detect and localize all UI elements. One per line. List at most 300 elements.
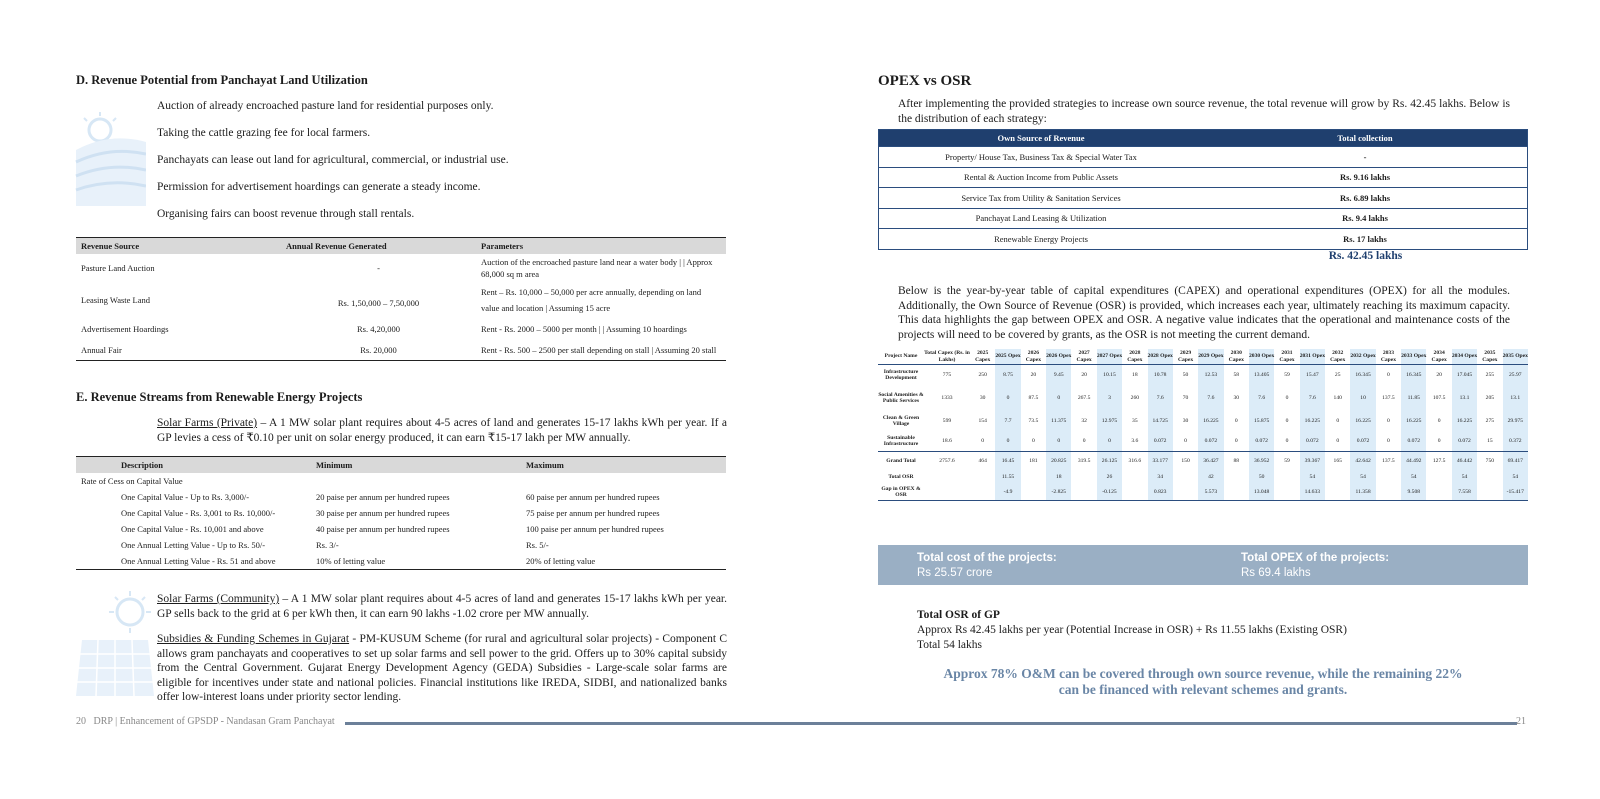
total-cost-value: Rs 25.57 crore xyxy=(917,567,993,579)
list-item: Auction of already encroached pasture land for residential purposes only. xyxy=(157,100,494,112)
column-header: 2030 Opex xyxy=(1249,349,1274,365)
table-cell: 11.55 xyxy=(995,470,1020,484)
table-cell: 0 xyxy=(1285,437,1289,444)
table-cell: 316.6 xyxy=(1122,452,1147,471)
table-cell: 255 xyxy=(1485,371,1495,378)
table-cell xyxy=(970,470,995,484)
table-cell: 10.78 xyxy=(1148,365,1173,386)
table-cell: Rental & Auction Income from Public Assets xyxy=(879,167,1204,188)
table-cell xyxy=(1274,470,1299,484)
table-cell: 46.442 xyxy=(1452,452,1477,471)
column-header: 2026 Opex xyxy=(1046,349,1071,365)
table-cell: 20 paise per annum per hundred rupees xyxy=(316,492,450,502)
section-e-title: E. Revenue Streams from Renewable Energy Projects xyxy=(76,390,363,404)
table-cell: 0 xyxy=(1437,437,1441,444)
table-cell: 18 xyxy=(1046,470,1071,484)
cess-rate-table xyxy=(76,456,726,570)
table-cell xyxy=(1325,484,1350,501)
table-cell: 40 paise per annum per hundred rupees xyxy=(316,524,450,534)
column-header: 2029 Capex xyxy=(1173,349,1198,365)
table-cell: 7.7 xyxy=(995,411,1020,431)
table-row xyxy=(878,484,1528,501)
table-row xyxy=(878,470,1528,484)
table-cell: 10% of letting value xyxy=(311,553,521,570)
table-cell: 0 xyxy=(1046,385,1071,411)
table-cell: Panchayat Land Leasing & Utilization xyxy=(879,208,1204,229)
table-cell xyxy=(1325,470,1350,484)
table-cell: 250 xyxy=(978,371,987,378)
column-header: 2026 Capex xyxy=(1021,349,1046,365)
table-cell: 3.6 xyxy=(1131,437,1139,444)
table-cell: 0.072 xyxy=(1148,431,1173,452)
table-row xyxy=(879,229,1528,250)
table-cell: 0.072 xyxy=(1452,431,1477,452)
table-cell: 0 xyxy=(1184,437,1187,444)
list-item: Organising fairs can boost revenue through stall rentals. xyxy=(157,208,415,220)
table-cell: 107.5 xyxy=(1432,394,1446,401)
column-header: Parameters xyxy=(476,238,726,255)
cost-summary-banner xyxy=(878,545,1528,585)
osr-total: Rs. 42.45 lakhs xyxy=(1328,250,1403,262)
column-header: 2035 Capex xyxy=(1477,349,1502,365)
column-header: Own Source of Revenue xyxy=(879,130,1204,147)
table-cell: 18 xyxy=(1132,371,1138,378)
table-cell: One Annual Letting Value - Up to Rs. 50/- xyxy=(121,540,266,550)
list-item: Taking the cattle grazing fee for local farmers. xyxy=(157,127,371,139)
table-cell: 20% of letting value xyxy=(521,553,726,570)
table-cell xyxy=(1426,470,1451,484)
table-cell: 0 xyxy=(1285,417,1289,424)
table-cell xyxy=(1376,470,1401,484)
table-cell: Rs. 5/- xyxy=(526,540,549,550)
table-cell: 50 xyxy=(1249,470,1274,484)
table-cell: 205 xyxy=(1485,394,1495,401)
table-cell: Service Tax from Utility & Sanitation Services xyxy=(879,188,1204,209)
table-cell: 0 xyxy=(1032,437,1035,444)
table-cell: 42.642 xyxy=(1350,452,1375,471)
table-cell: 26.125 xyxy=(1097,452,1122,471)
table-cell: 0.823 xyxy=(1148,484,1173,501)
table-row xyxy=(878,385,1528,411)
table-cell: 260 xyxy=(1130,394,1140,401)
solar-community-paragraph xyxy=(157,592,727,621)
table-cell: 0.072 xyxy=(1401,431,1426,452)
table-cell: One Capital Value - Up to Rs. 3,000/- xyxy=(121,492,250,502)
land-revenue-table xyxy=(76,237,726,361)
table-cell xyxy=(1376,484,1401,501)
table-cell: 0 xyxy=(1437,417,1441,424)
column-header: Minimum xyxy=(311,457,521,474)
table-cell: Pasture Land Auction xyxy=(81,263,155,273)
table-cell: 275 xyxy=(1485,417,1495,424)
column-header: 2031 Capex xyxy=(1274,349,1299,365)
table-cell: Rent - Rs. 500 – 2500 per stall depending on stall | Assuming 20 stall xyxy=(476,340,726,361)
capex-intro-paragraph: Below is the year-by-year table of capital expenditures (CAPEX) and operational expenditures (OPEX) for all the modules. Additionally, the Own Source of Revenue (OSR) is provided, which increases each year, ultimately reaching its maximum capacity. This data highlights the gap between OPEX and OSR. A negative value indicates that the operational and maintenance costs of the projects will need to be covered by grants, as the OSR is not meeting the current demand. xyxy=(898,285,1510,341)
table-cell: - xyxy=(377,263,380,273)
table-cell: Rs. 17 lakhs xyxy=(1203,229,1528,250)
table-cell: 30 xyxy=(979,394,986,401)
column-header: 2030 Capex xyxy=(1224,349,1249,365)
paragraph-text: – A 1 MW solar plant requires about 4-5 acres of land and generates 15-17 lakhs kWh per year. GP sells back to the grid at 6 per kWh then, it can earn 90 lakhs -1.02 crore per MW annually. xyxy=(157,593,727,620)
table-cell: 16.45 xyxy=(995,452,1020,471)
d-bullet-list xyxy=(157,100,717,220)
table-cell: 30 xyxy=(1233,394,1240,401)
solar-private-link[interactable]: Solar Farms (Private) xyxy=(157,417,258,429)
table-cell: Sustainable Infrastructure xyxy=(883,434,919,447)
total-opex-value: Rs 69.4 lakhs xyxy=(1241,567,1311,579)
table-cell: 17.045 xyxy=(1452,365,1477,386)
table-cell: 0 xyxy=(1234,417,1238,424)
table-cell: 87.5 xyxy=(1028,394,1039,401)
table-cell: 319.5 xyxy=(1071,452,1096,471)
table-cell: 16.225 xyxy=(1198,411,1223,431)
table-cell: 14.725 xyxy=(1148,411,1173,431)
column-header: Project Name xyxy=(878,349,924,365)
solar-panel-icon xyxy=(74,588,156,700)
table-cell: 16.225 xyxy=(1300,411,1325,431)
table-cell: 25.97 xyxy=(1503,365,1528,386)
table-cell: 30 xyxy=(1182,417,1189,424)
table-row xyxy=(878,431,1528,452)
table-cell: Rs. 9.4 lakhs xyxy=(1203,208,1528,229)
table-cell: 44.492 xyxy=(1401,452,1426,471)
table-row xyxy=(76,282,726,318)
table-cell: Grand Total xyxy=(878,452,924,471)
table-cell: 15 xyxy=(1487,437,1493,444)
table-cell: 0 xyxy=(1336,437,1340,444)
table-cell: 50 xyxy=(1182,371,1189,378)
table-cell xyxy=(1173,484,1198,501)
table-cell: Social Amenities & Public Services xyxy=(878,391,924,404)
table-cell: 7.6 xyxy=(1249,385,1274,411)
table-cell: 0 xyxy=(1387,437,1390,444)
table-cell: Rs. 1,50,000 – 7,50,000 xyxy=(337,298,420,308)
table-cell xyxy=(1426,484,1451,501)
table-cell: 0 xyxy=(1336,417,1340,424)
osr-summary-line: Approx Rs 42.45 lakhs per year (Potential Increase in OSR) + Rs 11.55 lakhs (Existing OSR) xyxy=(917,624,1347,636)
table-cell: Auction of the encroached pasture land near a water body | | Approx 68,000 sq m area xyxy=(481,257,713,279)
table-cell: 16.345 xyxy=(1350,365,1375,386)
table-row xyxy=(879,167,1528,188)
column-header: 2025 Opex xyxy=(995,349,1020,365)
table-cell: Rs. 9.16 lakhs xyxy=(1203,167,1528,188)
column-header: 2025 Capex xyxy=(970,349,995,365)
table-row xyxy=(76,553,726,570)
table-cell: 11.358 xyxy=(1350,484,1375,501)
table-cell: 750 xyxy=(1477,452,1502,471)
column-header: 2033 Opex xyxy=(1401,349,1426,365)
paragraph-text: – A 1 MW solar plant requires about 4-5 acres of land and generates 15-17 lakhs kWh per year. If a GP levies a cess of ₹0.10 per unit on solar energy produced, it can earn ₹15-17 lakh per MW annually. xyxy=(157,417,727,444)
column-header: Maximum xyxy=(521,457,726,474)
table-cell: Rs. 4,20,000 xyxy=(357,324,400,334)
table-row xyxy=(878,452,1528,471)
table-cell: 29.975 xyxy=(1503,411,1528,431)
table-cell xyxy=(1477,470,1502,484)
column-header: 2031 Opex xyxy=(1300,349,1325,365)
table-cell: 88 xyxy=(1224,452,1249,471)
column-header: 2028 Capex xyxy=(1122,349,1147,365)
table-cell: 0 xyxy=(1046,431,1071,452)
column-header: 2029 Opex xyxy=(1198,349,1223,365)
table-cell xyxy=(1122,470,1147,484)
section-d-title: D. Revenue Potential from Panchayat Land Utilization xyxy=(76,73,368,87)
table-cell: 137.5 xyxy=(1382,394,1395,401)
table-cell: 2757.6 xyxy=(924,452,970,471)
table-cell: 0 xyxy=(995,431,1020,452)
footer-text: DRP | Enhancement of GPSDP - Nandasan Gram Panchayat xyxy=(93,716,335,727)
table-cell: 34 xyxy=(1148,470,1173,484)
table-cell: Leasing Waste Land xyxy=(81,295,151,305)
table-cell: 0 xyxy=(1097,431,1122,452)
table-cell: 599 xyxy=(942,417,952,424)
table-cell: One Capital Value - Rs. 3,001 to Rs. 10,000/- xyxy=(121,508,276,518)
osr-summary-title: Total OSR of GP xyxy=(917,609,1000,621)
table-cell xyxy=(1224,484,1249,501)
table-cell xyxy=(1477,484,1502,501)
table-cell: 0.072 xyxy=(1350,431,1375,452)
table-row xyxy=(76,489,726,505)
table-cell: 59 xyxy=(1284,371,1290,378)
table-cell: 13.405 xyxy=(1249,365,1274,386)
page-title: OPEX vs OSR xyxy=(878,73,972,89)
table-cell xyxy=(1021,470,1046,484)
table-cell: 54 xyxy=(1350,470,1375,484)
table-cell: 775 xyxy=(942,371,952,378)
table-group-label: Rate of Cess on Capital Value xyxy=(81,476,183,486)
paragraph-text: - PM-KUSUM Scheme (for rural and agricultural solar projects) - Component C allows gram panchayats and cooperatives to set up solar farms and sell power to the grid. Offers up to 30% capital subsidy from the Central Government. Gujarat Energy Development Agency (GEDA) Subsidies - Large-scale solar farms are eligible for incentives under state and national policies. Financial institutions like IREDA, SIDBI, and nationalized banks offer low-interest loans under priority sector lending. xyxy=(157,633,727,703)
table-cell: 70 xyxy=(1182,394,1189,401)
table-cell: Gap in OPEX & OSR xyxy=(878,484,924,501)
table-cell: Infrastructure Development xyxy=(883,368,919,381)
table-cell: 25 xyxy=(1334,371,1341,378)
column-header: Total Capex (Rs. in Lakhs) xyxy=(924,350,970,363)
solar-community-link[interactable]: Solar Farms (Community) xyxy=(157,593,280,605)
table-row xyxy=(76,473,726,489)
table-cell: 0 xyxy=(1082,437,1086,444)
table-cell xyxy=(1173,470,1198,484)
table-cell: 15.875 xyxy=(1249,411,1274,431)
table-cell: 0.372 xyxy=(1503,431,1528,452)
table-cell: -2.825 xyxy=(1046,484,1071,501)
list-item: Panchayats can lease out land for agricultural, commercial, or industrial use. xyxy=(157,154,509,166)
conclusion-text xyxy=(878,666,1528,698)
column-header: 2027 Capex xyxy=(1071,349,1096,365)
table-cell: 35 xyxy=(1132,417,1138,424)
table-cell: 10 xyxy=(1350,385,1375,411)
table-cell: -4.9 xyxy=(995,484,1020,501)
table-cell: Rs. 6.89 lakhs xyxy=(1203,188,1528,209)
table-cell: 10.15 xyxy=(1097,365,1122,386)
column-header: 2028 Opex xyxy=(1148,349,1173,365)
table-cell: 54 xyxy=(1503,470,1528,484)
table-cell xyxy=(924,470,970,484)
table-cell xyxy=(1224,470,1249,484)
osr-summary-line: Total 54 lakhs xyxy=(917,639,982,651)
table-cell: Rent – Rs. 10,000 – 50,000 per acre annually, depending on land value and location | Assuming 15 acre xyxy=(481,287,702,313)
table-cell: 0 xyxy=(1234,437,1238,444)
table-cell xyxy=(924,484,970,501)
table-cell: 127.5 xyxy=(1426,452,1451,471)
table-cell: 7.6 xyxy=(1300,385,1325,411)
table-cell: 9.508 xyxy=(1401,484,1426,501)
table-cell: 54 xyxy=(1452,470,1477,484)
table-cell: 75 paise per annum per hundred rupees xyxy=(526,508,660,518)
table-cell: 11.375 xyxy=(1046,411,1071,431)
table-cell: 8.75 xyxy=(995,365,1020,386)
subsidy-paragraph xyxy=(157,632,727,705)
footer-left xyxy=(76,716,335,727)
table-cell: - xyxy=(1203,147,1528,168)
table-cell: 20 xyxy=(1081,371,1087,378)
table-cell: 69.417 xyxy=(1503,452,1528,471)
column-header: 2034 Opex xyxy=(1452,349,1477,365)
table-cell: 137.5 xyxy=(1376,452,1401,471)
capex-opex-table xyxy=(878,349,1528,501)
column-header: Annual Revenue Generated xyxy=(281,238,476,255)
table-cell: 5.573 xyxy=(1198,484,1223,501)
table-cell: 267.5 xyxy=(1077,394,1091,401)
table-cell: 42 xyxy=(1198,470,1223,484)
table-cell xyxy=(970,484,995,501)
table-cell: 7.6 xyxy=(1198,385,1223,411)
footer-rule xyxy=(345,722,1517,725)
table-cell xyxy=(1071,470,1096,484)
column-header: 2027 Opex xyxy=(1097,349,1122,365)
table-cell: -0.125 xyxy=(1097,484,1122,501)
table-row xyxy=(879,188,1528,209)
column-header: 2032 Opex xyxy=(1350,349,1375,365)
table-cell xyxy=(1071,484,1096,501)
table-cell: 7.558 xyxy=(1452,484,1477,501)
table-cell: 3 xyxy=(1097,385,1122,411)
table-cell: 26 xyxy=(1097,470,1122,484)
table-cell: 13.1 xyxy=(1503,385,1528,411)
table-cell: 54 xyxy=(1300,470,1325,484)
conclusion-line: can be financed with relevant schemes and grants. xyxy=(1058,682,1348,697)
table-cell: 39.367 xyxy=(1300,452,1325,471)
table-cell: Advertisement Hoardings xyxy=(81,324,169,334)
table-cell: 7.6 xyxy=(1148,385,1173,411)
table-cell: 16.225 xyxy=(1401,411,1426,431)
table-cell: Clean & Green Village xyxy=(882,414,920,427)
table-cell xyxy=(1274,484,1299,501)
page-number: 20 xyxy=(76,716,86,727)
table-cell: 16.225 xyxy=(1350,411,1375,431)
table-cell: 73.5 xyxy=(1028,417,1039,424)
table-cell: 154 xyxy=(978,417,987,424)
list-item: Permission for advertisement hoardings can generate a steady income. xyxy=(157,181,481,193)
table-row xyxy=(878,411,1528,431)
osr-intro-paragraph: After implementing the provided strategies to increase own source revenue, the total revenue will grow by Rs. 42.45 lakhs. Below is the distribution of each strategy: xyxy=(898,98,1510,125)
table-row xyxy=(76,537,726,553)
table-cell: 33.177 xyxy=(1148,452,1173,471)
table-row xyxy=(879,208,1528,229)
table-cell: 1333 xyxy=(941,394,953,401)
table-cell: 0 xyxy=(1387,371,1390,378)
table-cell: 18.6 xyxy=(942,437,952,444)
table-cell: 20 xyxy=(1030,371,1037,378)
table-cell: Total OSR xyxy=(888,473,914,480)
table-cell: 0 xyxy=(1285,394,1289,401)
table-cell: 58 xyxy=(1233,371,1240,378)
table-cell: 165 xyxy=(1325,452,1350,471)
table-row xyxy=(76,254,726,282)
column-header: 2034 Capex xyxy=(1426,349,1451,365)
table-cell: One Annual Letting Value - Rs. 51 and above xyxy=(76,553,311,570)
table-cell: 16.225 xyxy=(1452,411,1477,431)
table-row xyxy=(76,521,726,537)
table-cell: 36.427 xyxy=(1198,452,1223,471)
table-cell: 14.633 xyxy=(1300,484,1325,501)
table-cell: 16.345 xyxy=(1401,365,1426,386)
table-cell: 0.072 xyxy=(1249,431,1274,452)
table-cell: 0.072 xyxy=(1300,431,1325,452)
table-cell: 0 xyxy=(981,437,985,444)
table-cell: 0 xyxy=(995,385,1020,411)
table-cell: Annual Fair xyxy=(76,340,281,361)
osr-table xyxy=(878,129,1528,250)
table-cell: Property/ House Tax, Business Tax & Special Water Tax xyxy=(879,147,1204,168)
table-cell: 20.825 xyxy=(1046,452,1071,471)
table-row xyxy=(76,505,726,521)
column-header: Description xyxy=(76,457,311,474)
table-cell: 30 paise per annum per hundred rupees xyxy=(316,508,450,518)
table-cell: 150 xyxy=(1173,452,1198,471)
table-row xyxy=(76,318,726,340)
table-cell: 12.975 xyxy=(1097,411,1122,431)
subsidy-link[interactable]: Subsidies & Funding Schemes in Gujarat xyxy=(157,633,350,645)
column-header: Total collection xyxy=(1203,130,1528,147)
table-cell: 15.47 xyxy=(1300,365,1325,386)
table-row xyxy=(879,147,1528,168)
table-cell: 59 xyxy=(1274,452,1299,471)
table-cell: 0.072 xyxy=(1198,431,1223,452)
table-cell: 13.048 xyxy=(1249,484,1274,501)
land-field-icon xyxy=(74,110,146,210)
table-cell: 32 xyxy=(1081,417,1087,424)
column-header: 2033 Capex xyxy=(1376,349,1401,365)
table-cell: One Capital Value - Rs. 10,001 and above xyxy=(121,524,264,534)
table-row xyxy=(76,340,726,361)
table-cell: 0 xyxy=(1387,417,1390,424)
table-cell: 464 xyxy=(970,452,995,471)
table-cell: Rs. 20,000 xyxy=(281,340,476,361)
table-cell: 140 xyxy=(1333,394,1342,401)
table-cell: 13.1 xyxy=(1452,385,1477,411)
table-row xyxy=(878,365,1528,386)
total-opex-label: Total OPEX of the projects: xyxy=(1241,552,1390,564)
conclusion-line: Approx 78% O&M can be covered through own source revenue, while the remaining 22% xyxy=(943,666,1463,681)
table-cell: 20 xyxy=(1436,371,1442,378)
column-header: 2035 Opex xyxy=(1503,349,1528,365)
table-cell: 60 paise per annum per hundred rupees xyxy=(526,492,660,502)
table-cell: 12.53 xyxy=(1198,365,1223,386)
table-cell: 11.85 xyxy=(1401,385,1426,411)
table-cell: 181 xyxy=(1021,452,1046,471)
table-cell: Renewable Energy Projects xyxy=(879,229,1204,250)
table-cell: 100 paise per annum per hundred rupees xyxy=(526,524,664,534)
table-cell: Rs. 3/- xyxy=(316,540,339,550)
table-cell xyxy=(1021,484,1046,501)
table-cell: 36.952 xyxy=(1249,452,1274,471)
column-header: Revenue Source xyxy=(76,238,281,255)
table-cell: 9.45 xyxy=(1046,365,1071,386)
total-cost-label: Total cost of the projects: xyxy=(917,552,1057,564)
table-cell: Rent - Rs. 2000 – 5000 per month | | Assuming 10 hoardings xyxy=(481,324,687,334)
table-cell xyxy=(1122,484,1147,501)
table-cell: 54 xyxy=(1401,470,1426,484)
solar-private-paragraph xyxy=(157,416,727,445)
